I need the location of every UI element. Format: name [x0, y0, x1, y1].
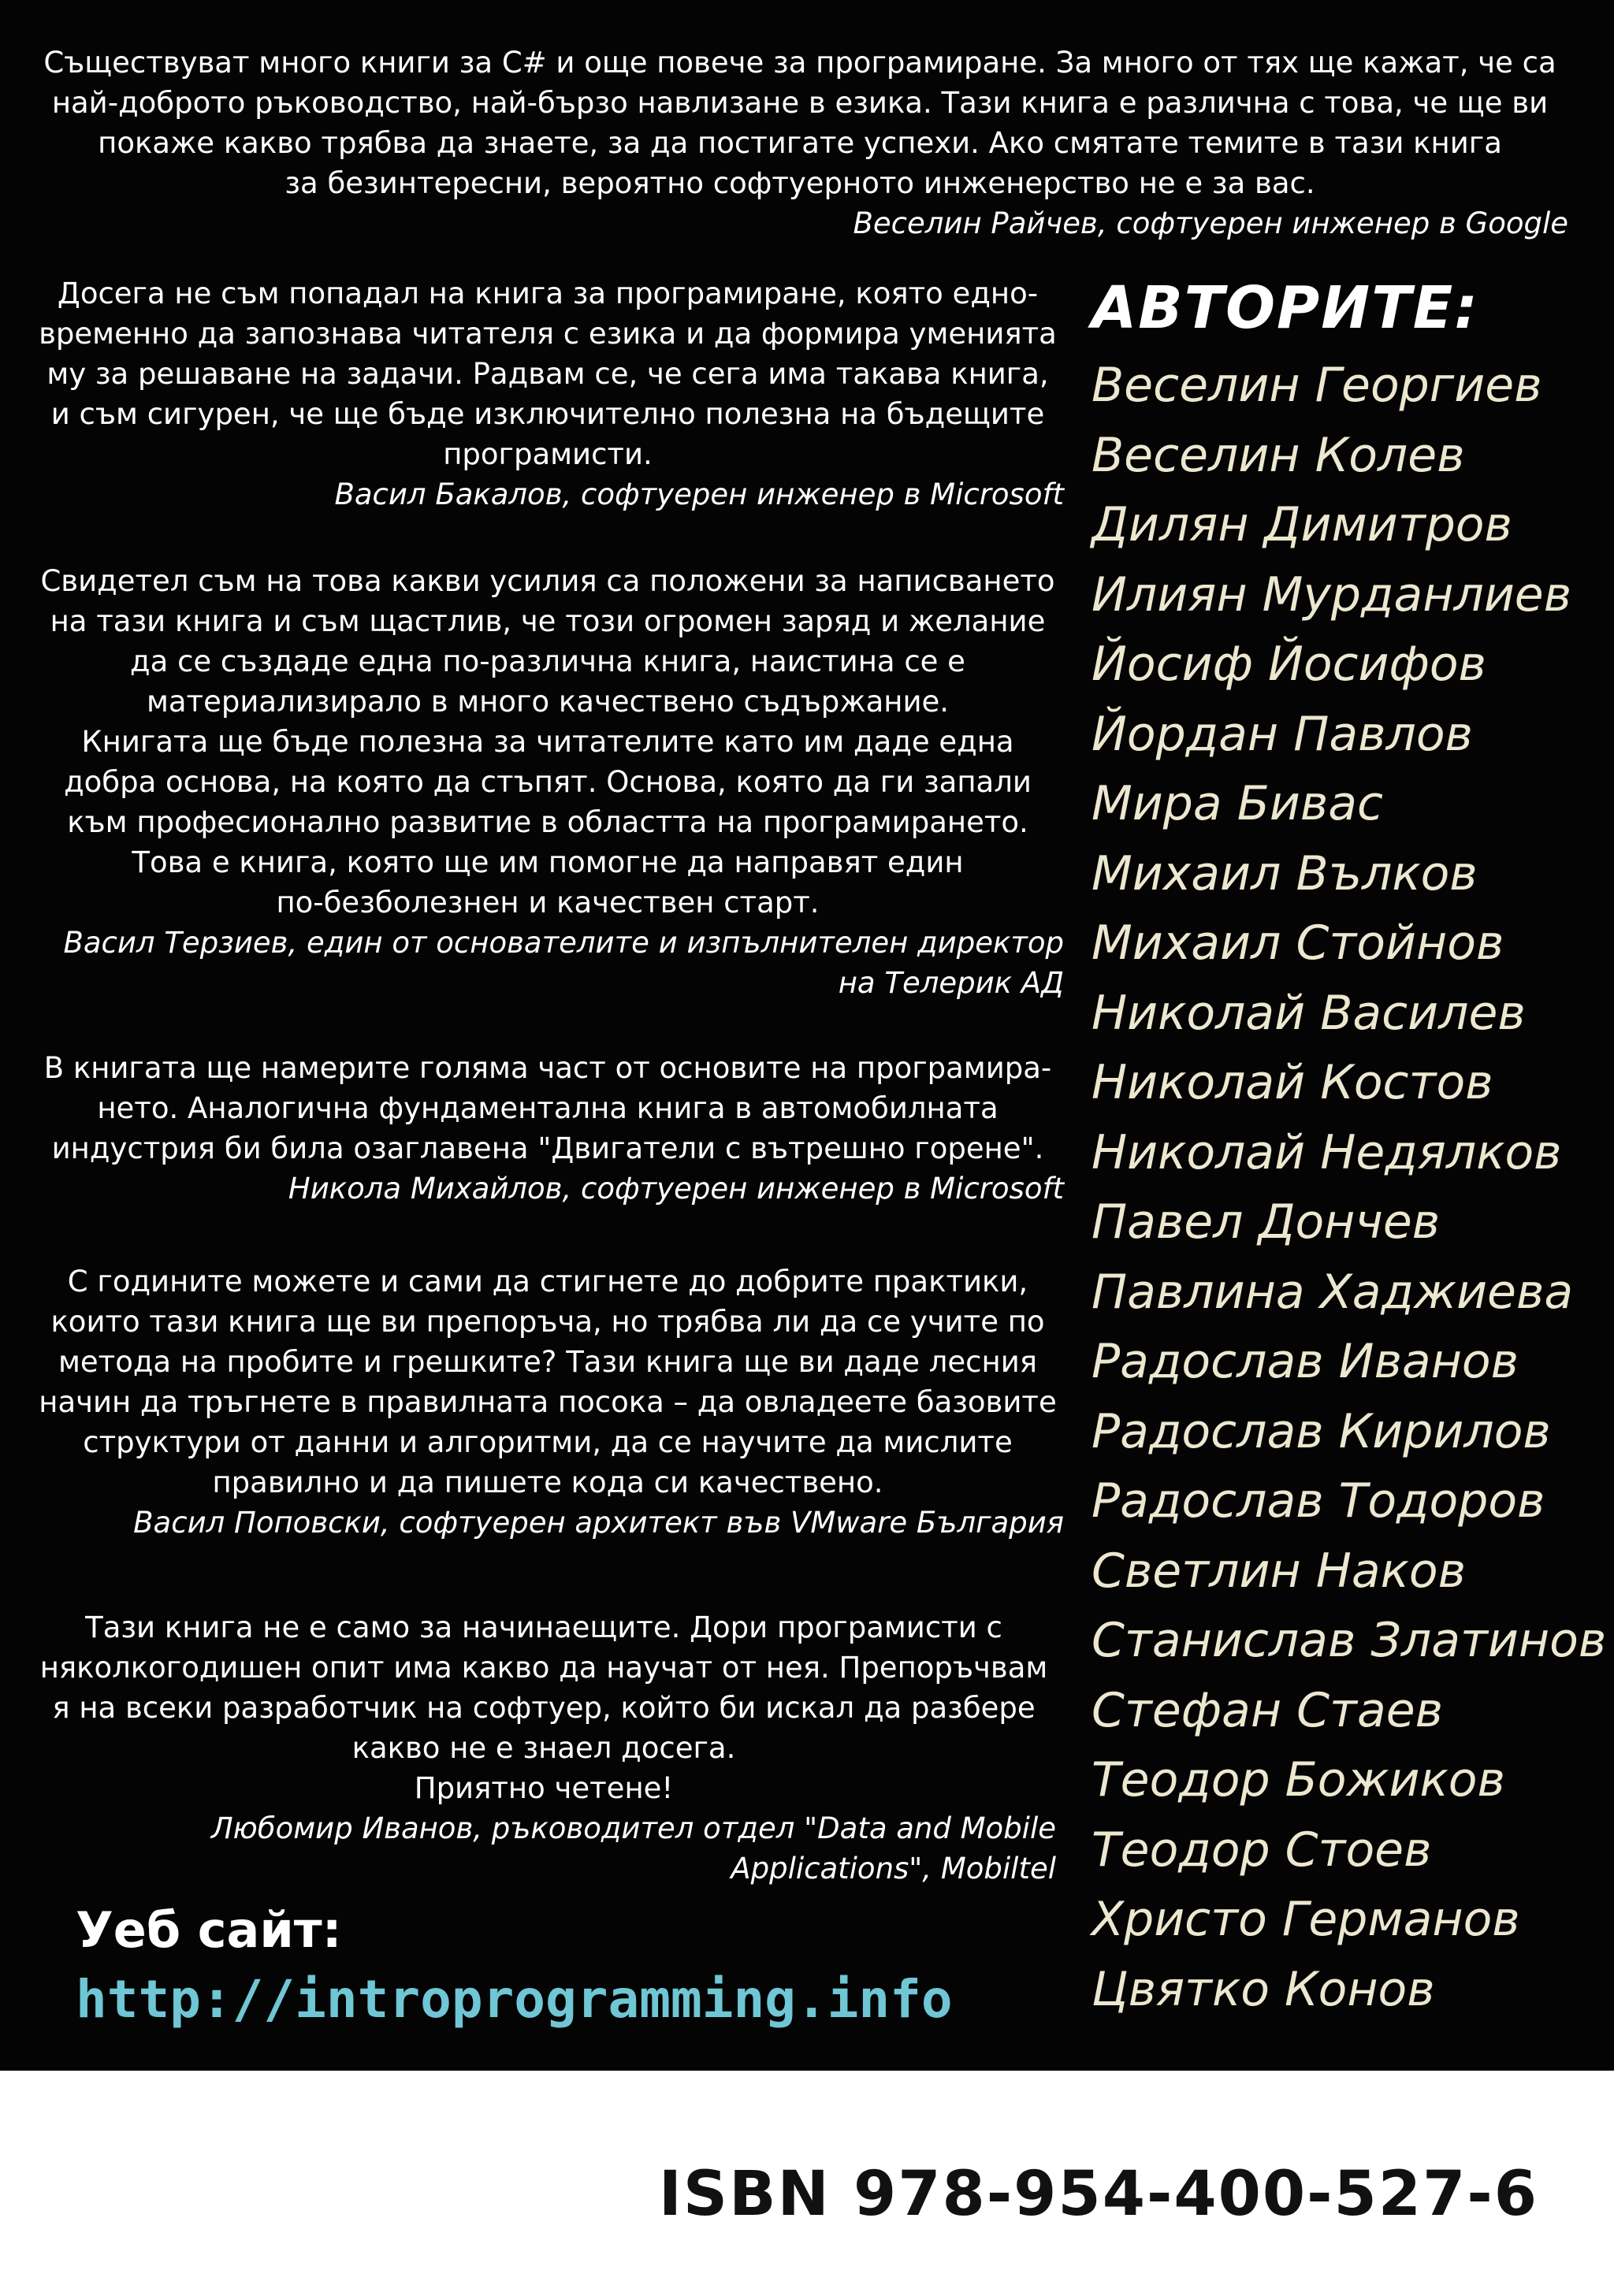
- author-name: Теодор Божиков: [1091, 1752, 1505, 1807]
- author-name: Павел Дончев: [1091, 1194, 1441, 1250]
- author-name: Веселин Колев: [1091, 427, 1465, 483]
- author-name: Христо Германов: [1091, 1892, 1520, 1947]
- isbn-number: ISBN 978-954-400-527-6: [658, 2159, 1538, 2230]
- author-name: Николай Недялков: [1091, 1124, 1562, 1180]
- website-link[interactable]: http://introprogramming.info: [76, 1969, 953, 2030]
- author-name: Цвятко Конов: [1091, 1961, 1435, 2017]
- website-label: Уеб сайт:: [76, 1901, 342, 1959]
- author-name: Радослав Кирилов: [1091, 1403, 1551, 1459]
- author-name: Теодор Стоев: [1091, 1822, 1432, 1878]
- author-name: Радослав Тодоров: [1091, 1473, 1545, 1529]
- author-name: Николай Василев: [1091, 985, 1526, 1041]
- quote-text: В книгата ще намерите голяма част от основите на програмира- нето. Аналогична фундаментална книга в автомобилната индустрия би била озаглавена "Двигатели с вътрешно горене".: [43, 1051, 1052, 1165]
- quote-popovski: [32, 1261, 1064, 1543]
- quote-text: Съществуват много книги за C# и още повече за програмиране. За много от тях ще кажат, че са най-доброто ръководство, най-бързо навлизане в езика. Тази книга е различна с това, че ще ви покаже какво трябва да знаете, за да постигате успехи. Ако смятате темите в тази книга за безинтересни, вероятно софтуерното инженерство не е за вас.: [43, 46, 1556, 200]
- author-name: Михаил Вълков: [1091, 845, 1478, 901]
- quote-text: Досега не съм попадал на книга за програмиране, която едно- временно да запознава читателя с езика и да формира уменията му за решаване на задачи. Радвам се, че сега има такава книга, и съм сигурен, че ще бъде изключително полезна на бъдещите програмисти.: [39, 277, 1057, 471]
- quote-bakalov: [32, 273, 1064, 515]
- author-name: Павлина Хаджиева: [1091, 1264, 1574, 1320]
- quote-rajchev: [32, 43, 1568, 243]
- quote-author: Васил Бакалов, софтуерен инженер в Microsoft: [334, 477, 1064, 511]
- author-name: Светлин Наков: [1091, 1543, 1466, 1599]
- quote-ivanov: [32, 1607, 1056, 1889]
- author-name: Дилян Димитров: [1091, 497, 1512, 552]
- quote-terziev: [32, 561, 1064, 1003]
- quote-mihajlov: [32, 1048, 1064, 1209]
- authors-title: АВТОРИТЕ:: [1091, 274, 1479, 342]
- quote-text: Свидетел съм на това какви усилия са положени за написването на тази книга и съм щастлив, че този огромен заряд и желание да се създаде една по-различна книга, наистина се е материализирало в много качествено съдържание. Книгата ще бъде полезна за читателите като им даде една добра основа, на която да стъпят. Основа, която да ги запали към професионално развитие в областта на програмирането. Това е книга, която ще им помогне да направят един по-безболезнен и качествен старт.: [40, 564, 1055, 920]
- author-name: Йордан Павлов: [1091, 706, 1473, 762]
- authors-list: [1091, 351, 1606, 2024]
- author-name: Радослав Иванов: [1091, 1334, 1519, 1389]
- quote-author: Любомир Иванов, ръководител отдел "Data and Mobile Applications", Mobiltel: [210, 1811, 1056, 1885]
- author-name: Станислав Златинов: [1091, 1613, 1607, 1668]
- author-name: Илиян Мурданлиев: [1091, 567, 1572, 622]
- quote-text: Тази книга не е само за начинаещите. Дори програмисти с няколкогодишен опит има какво да научат от нея. Препоръчвам я на всеки разработчик на софтуер, който би искал да разбере какво не е знаел досега. Приятно четене!: [39, 1611, 1048, 1805]
- quote-author: Васил Терзиев, един от основателите и изпълнителен директор на Телерик АД: [63, 926, 1064, 1000]
- quote-author: Васил Поповски, софтуерен архитект във VMware България: [133, 1506, 1064, 1540]
- quote-text: С годините можете и сами да стигнете до добрите практики, които тази книга ще ви препоръча, но трябва ли да се учите по метода на пробите и грешките? Тази книга ще ви даде лесния начин да тръгнете в правилната посока – да овладеете базовите структури от данни и алгоритми, да се научите да мислите правилно и да пишете кода си качествено.: [39, 1265, 1057, 1499]
- author-name: Йосиф Йосифов: [1091, 637, 1486, 692]
- author-name: Николай Костов: [1091, 1055, 1493, 1110]
- author-name: Веселин Георгиев: [1091, 358, 1542, 413]
- author-name: Мира Бивас: [1091, 776, 1383, 831]
- quote-author: Веселин Райчев, софтуерен инженер в Google: [853, 206, 1568, 240]
- author-name: Михаил Стойнов: [1091, 916, 1504, 971]
- author-name: Стефан Стаев: [1091, 1682, 1444, 1738]
- quote-author: Никола Михайлов, софтуерен инженер в Microsoft: [288, 1172, 1064, 1206]
